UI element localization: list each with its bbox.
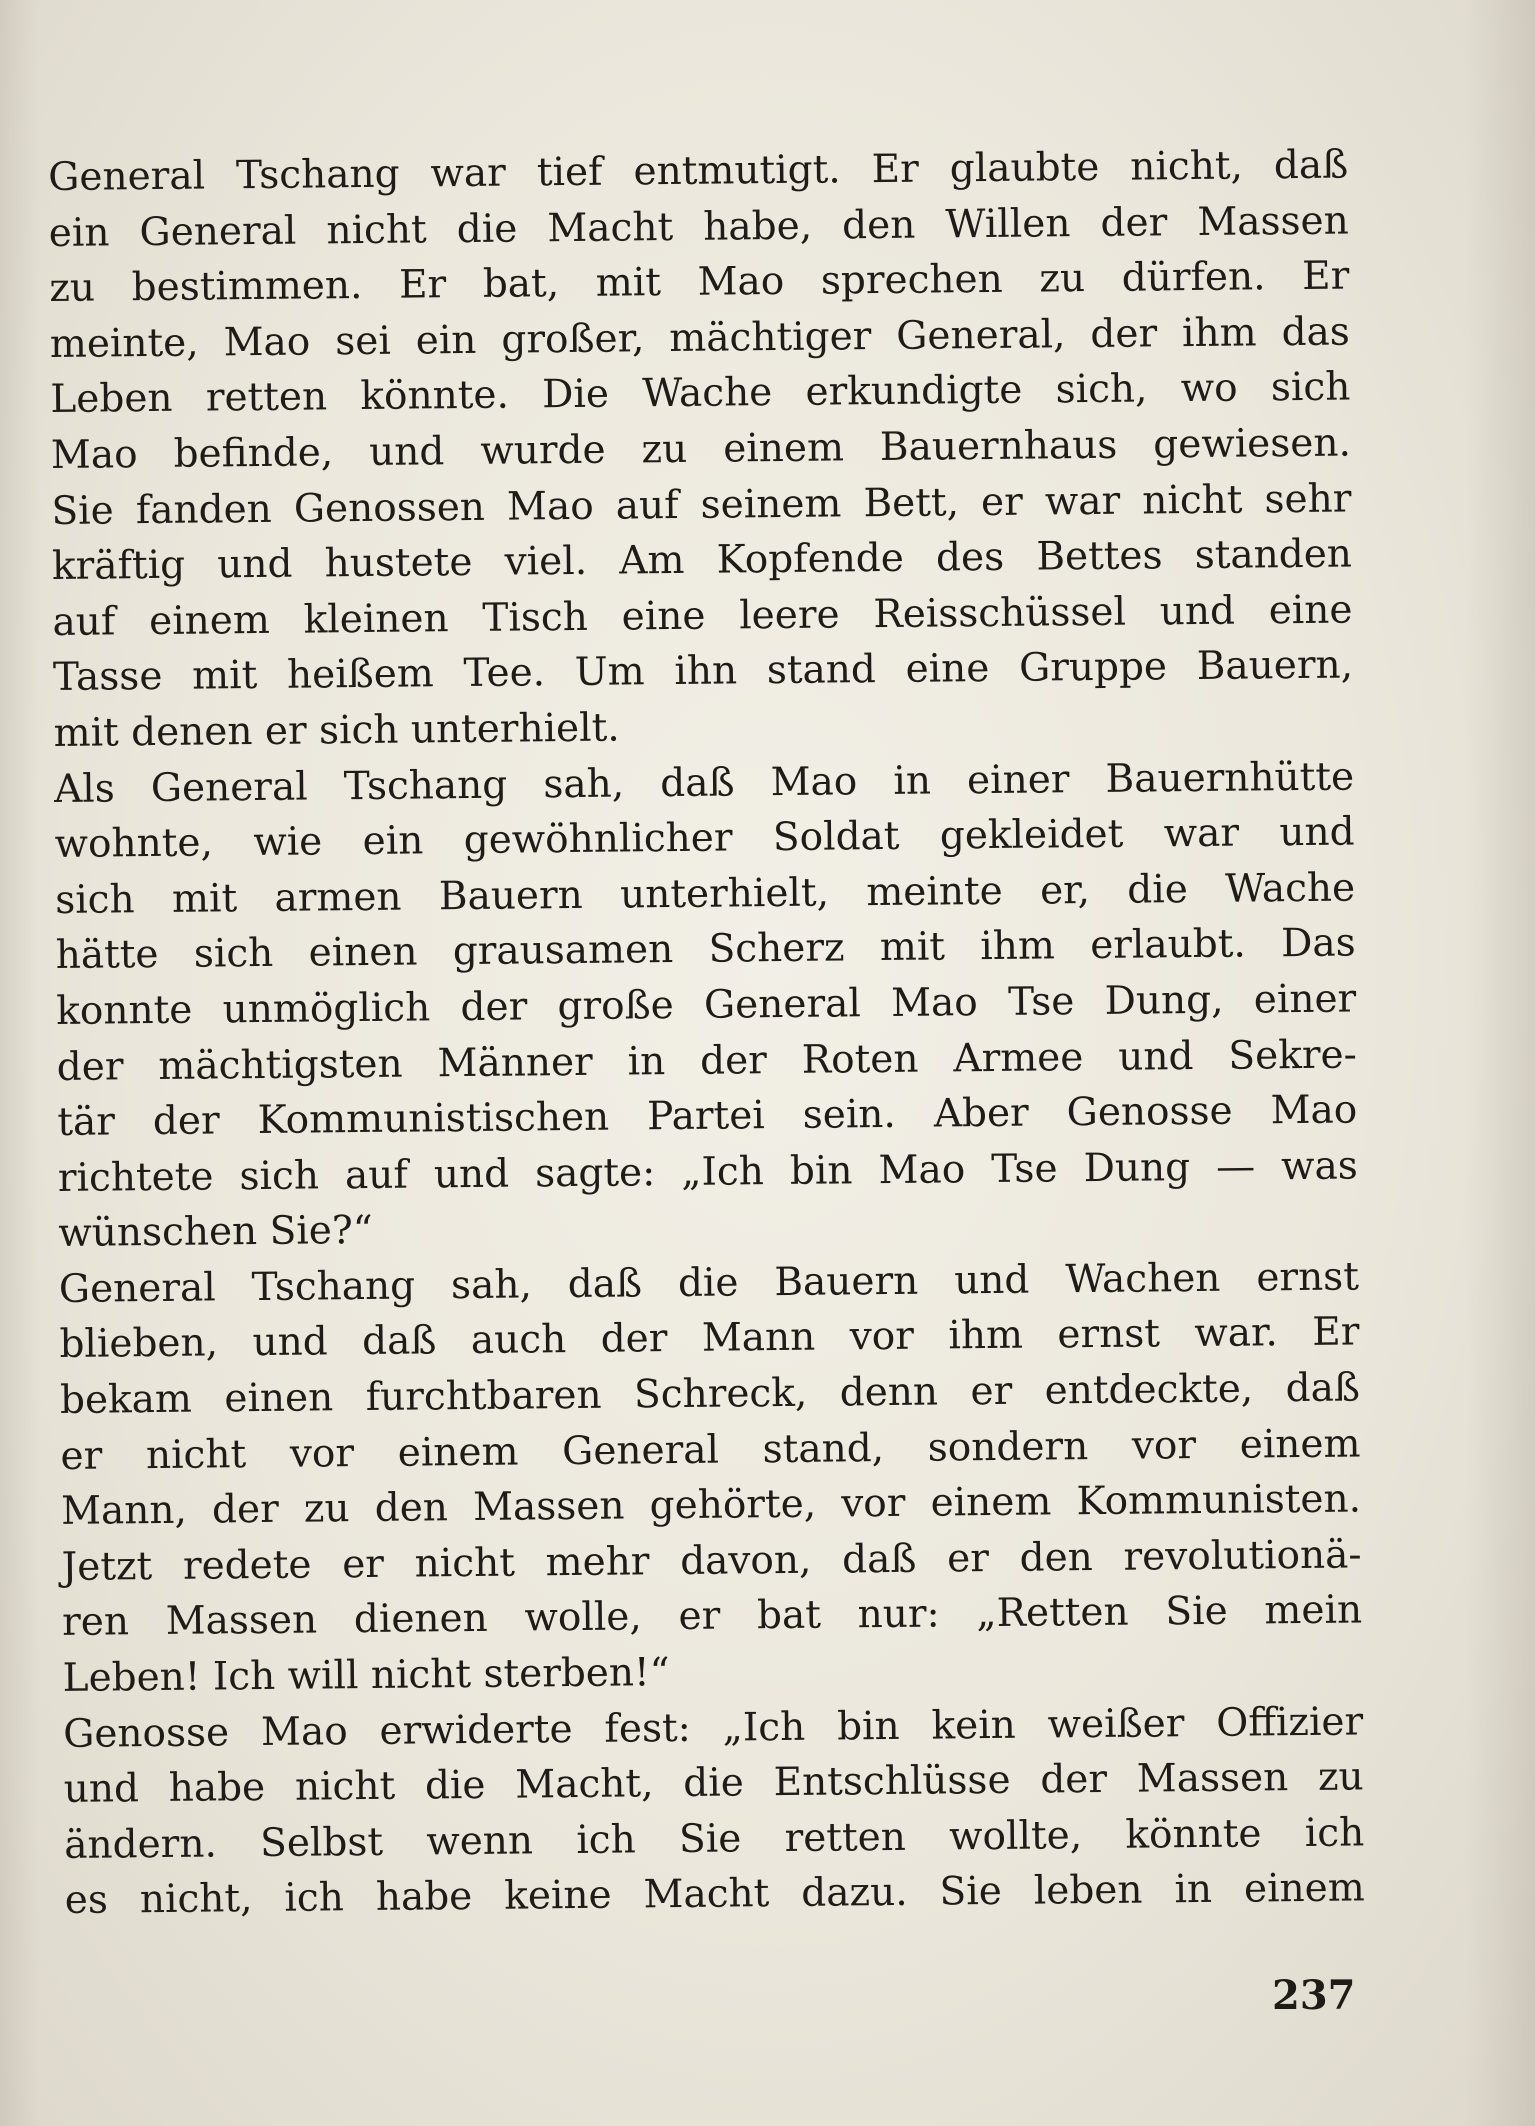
text-line: blieben, und daß auch der Mann vor ihm ernst war. Er [59, 1309, 1360, 1368]
text-line: zu bestimmen. Er bat, mit Mao sprechen zu dürfen. Er [49, 253, 1350, 312]
text-line: meinte, Mao sei ein großer, mächtiger General, der ihm das [49, 309, 1351, 367]
text-line: General Tschang sah, daß die Bauern und Wachen ernst [58, 1254, 1360, 1312]
text-line: Genosse Mao erwiderte fest: „Ich bin kein weißer Offizier [62, 1699, 1364, 1757]
text-line: Sie fanden Genossen Mao auf seinem Bett, er war nicht sehr [51, 476, 1352, 534]
text-line: tär der Kommunistischen Partei sein. Aber Genosse Mao [57, 1087, 1358, 1146]
text-line: es nicht, ich habe keine Macht dazu. Sie leben in einem [64, 1865, 1365, 1924]
text-line: richtete sich auf und sagte: „Ich bin Mao Tse Dung — was [57, 1143, 1359, 1201]
page-number: 237 [1272, 1972, 1356, 2019]
text-line: sich mit armen Bauern unterhielt, meinte er, die Wache [54, 865, 1356, 923]
page-edge-shadow-left [0, 0, 40, 2126]
text-line: wohnte, wie ein gewöhnlicher Soldat gekleidet war und [54, 809, 1355, 868]
body-text [48, 138, 1365, 1929]
text-line: Mao befinde, und wurde zu einem Bauernhaus gewiesen. [50, 420, 1352, 478]
text-line: ren Massen dienen wolle, er bat nur: „Retten Sie mein [61, 1587, 1363, 1646]
text-line: der mächtigsten Männer in der Roten Armee und Sekre- [56, 1031, 1357, 1090]
text-line: auf einem kleinen Tisch eine leere Reisschüssel und eine [52, 587, 1353, 645]
text-line: und habe nicht die Macht, die Entschlüsse der Massen zu [63, 1754, 1364, 1813]
text-line: mit denen er sich unterhielt. [53, 705, 620, 756]
text-line: Tasse mit heißem Tee. Um ihn stand eine Gruppe Bauern, [52, 642, 1354, 701]
text-line: hätte sich einen grausamen Scherz mit ihm erlaubt. Das [55, 920, 1356, 979]
text-line: wünschen Sie?“ [58, 1208, 373, 1257]
page-edge-shadow-right [1465, 0, 1535, 2126]
text-line: Leben retten könnte. Die Wache erkundigte sich, wo sich [50, 364, 1351, 423]
text-line: Leben! Ich will nicht sterben!“ [62, 1650, 670, 1701]
text-line: kräftig und hustete viel. Am Kopfende des Bettes standen [51, 531, 1353, 590]
text-line: ein General nicht die Macht habe, den Willen der Massen [48, 198, 1349, 256]
text-line: Als General Tschang sah, daß Mao in einer Bauernhütte [53, 754, 1355, 812]
text-line: General Tschang war tief entmutigt. Er glaubte nicht, daß [48, 142, 1349, 200]
text-line: Mann, der zu den Massen gehörte, vor einem Kommunisten. [60, 1476, 1362, 1535]
text-line: bekam einen furchtbaren Schreck, denn er entdeckte, daß [59, 1365, 1361, 1424]
text-line: konnte unmöglich der große General Mao Tse Dung, einer [56, 976, 1357, 1034]
text-line: Jetzt redete er nicht mehr davon, daß er den revolutionä- [61, 1532, 1362, 1590]
text-line: ändern. Selbst wenn ich Sie retten wollte, könnte ich [64, 1810, 1365, 1868]
text-line: er nicht vor einem General stand, sondern vor einem [60, 1421, 1361, 1479]
